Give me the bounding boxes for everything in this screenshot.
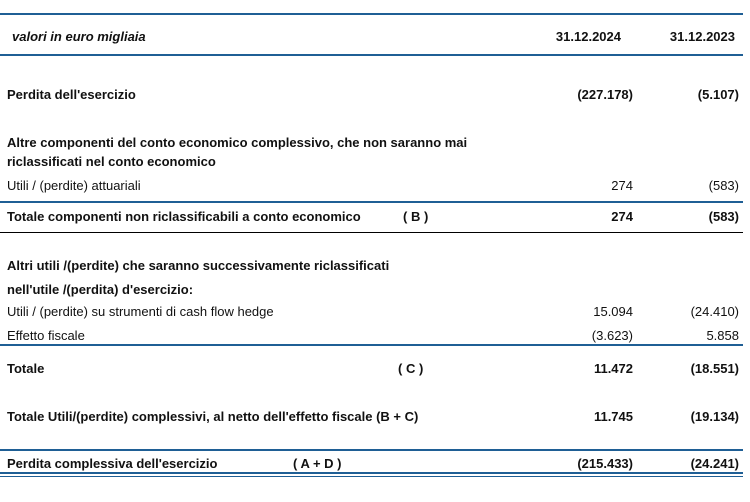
altri-utili-title-line2: nell'utile /(perdita) d'esercizio:	[7, 282, 194, 297]
totale-b-label: Totale componenti non riclassificabili a conto economico	[7, 209, 361, 224]
totale-bc-value-2023: (19.134)	[690, 409, 739, 424]
bottom-rule-2	[0, 476, 743, 477]
header-col-2023: 31.12.2023	[669, 29, 735, 44]
perdita-value-2023: (5.107)	[697, 87, 739, 102]
totale-b-value-2024: 274	[611, 209, 633, 224]
effetto-fiscale-value-2024: (3.623)	[591, 328, 633, 343]
utili-attuariali-value-2024: 274	[611, 178, 633, 193]
totale-c-tag: ( C )	[398, 361, 424, 376]
totale-bc-label: Totale Utili/(perdite) complessivi, al netto dell'effetto fiscale (B + C)	[7, 409, 419, 424]
perdita-label: Perdita dell'esercizio	[7, 87, 136, 102]
totale-c-label: Totale	[7, 361, 45, 376]
totale-bc-value-2024: 11.745	[593, 409, 633, 424]
header-rule	[0, 54, 743, 56]
altre-componenti-title-line1: Altre componenti del conto economico complessivo, che non saranno mai	[7, 135, 468, 150]
cash-flow-hedge-value-2023: (24.410)	[690, 304, 739, 319]
effetto-fiscale-value-2023: 5.858	[706, 328, 739, 343]
altri-utili-title-line1: Altri utili /(perdite) che saranno successivamente riclassificati	[7, 258, 390, 273]
altre-componenti-title-line2: riclassificati nel conto economico	[7, 154, 216, 169]
perdita-value-2024: (227.178)	[577, 87, 633, 102]
cash-flow-hedge-label: Utili / (perdite) su strumenti di cash flow hedge	[7, 304, 274, 319]
bottom-rule-1	[0, 472, 743, 474]
perdita-complessiva-label: Perdita complessiva dell'esercizio	[7, 456, 218, 471]
perdita-complessiva-top-rule	[0, 449, 743, 451]
cash-flow-hedge-value-2024: 15.094	[593, 304, 633, 319]
perdita-complessiva-tag: ( A + D )	[293, 456, 342, 471]
totale-b-tag: ( B )	[403, 209, 429, 224]
totale-b-top-rule	[0, 201, 743, 203]
totale-c-value-2023: (18.551)	[690, 361, 739, 376]
totale-c-top-rule	[0, 344, 743, 346]
utili-attuariali-value-2023: (583)	[708, 178, 739, 193]
perdita-complessiva-value-2024: (215.433)	[577, 456, 633, 471]
totale-b-bottom-rule	[0, 232, 743, 233]
header-label: valori in euro migliaia	[12, 29, 146, 44]
totale-c-value-2024: 11.472	[593, 361, 633, 376]
header-col-2024: 31.12.2024	[555, 29, 621, 44]
perdita-complessiva-value-2023: (24.241)	[690, 456, 739, 471]
top-rule	[0, 13, 743, 15]
effetto-fiscale-label: Effetto fiscale	[7, 328, 85, 343]
totale-b-value-2023: (583)	[708, 209, 739, 224]
utili-attuariali-label: Utili / (perdite) attuariali	[7, 178, 141, 193]
